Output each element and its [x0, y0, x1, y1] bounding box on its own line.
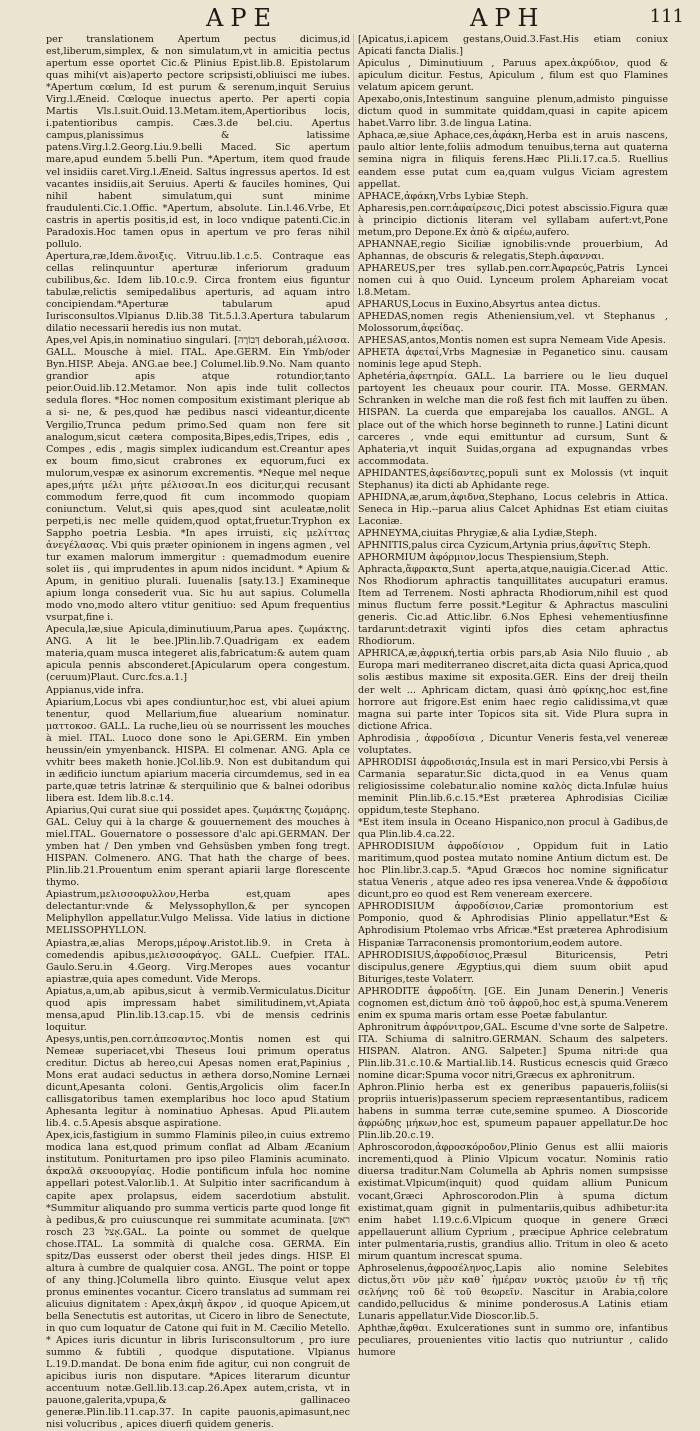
entry: Apiastra,æ,alias Merops,μέροψ.Aristot.lib.9. in Creta à comedendis apibus,μελισσοφάγος. GALL. Cuefpier. ITAL. Gaulo.Seru.in 4.Georg. Virg.Meropes aues vocantur apiastræ,quia apes comedunt. Vide Merops. [46, 937, 350, 985]
entry: APHNEYMA,ciuitas Phrygiæ,& alia Lydiæ,Steph. [358, 527, 598, 539]
entry: per translationem Apertum pectus dicimus,id est,liberum,simplex, & non simulatum,vt in amicitia pectus apertum esse oportet Cic.& Plinius Epist.lib.8. Epistolarum quas mihi(vt ais)aperto pectore scripsisti,obliuisci me iubes. *Apertum cœlum, Id est purum & serenum,inquit Seruius Virg.l.Æneid. Cœloque inuectus aperto. Per aperti copia Martis Vls.l.suit.Ouid.13.Metam.item,Apertioribus locis, i.patentioribus campis. Cæs.3.de bel.ciu. Apertus campus,planissimus & latissime patens.Virg.l.2.Georg.Liu.9.belli Maced. Sic apertum mare,apud eundem 5.belli Pun. *Apertum, item quod fraude vel insidiis caret.Virg.l.Æneid. Saltus ingressus apertos. Id est vacantes insidiis,ait Seruius. Aperti & fauciles homines, Qui nihil habent simulatum,qui sunt minime fraudulenti.Cic.1.Offic. *Apertum, absolute. Lin.l.46.Vrbe, Et castris in apertis positis,id est, in loco vndique patenti.Cic.in Paradoxis.Hoc tamen opus in apertum ve pro feras nihil pollulo. [46, 34, 350, 250]
entry: Aphronitrum ἀφρόνιτρον,GAL. Escume d'vne sorte de Salpetre. ITA. Schiuma di salnitro.GERMAN. Schaum des salpeters. HISPAN. Alatron. ANG. Salpeter.] Spuma nitri:de qua Plin.lib.31.c.10.& Martial.lib.14. Rusticus ecnescis quid Græco nomine dicar:Spuma vocor nitri,Græcus ex aphronitrum. [358, 1021, 668, 1082]
entry: APHIDANTES,ἀφείδαντες,populi sunt ex Molossis (vt inquit Stephanus) ita dicti ab Aphidante rege. [358, 467, 668, 491]
entry: Apiculus , Diminutiuum , Paruus apex.ἀκρύδιον, quod & apiculum dicitur. Festus, Apiculum , filum est quo Flamines velatum apicem gerunt. [358, 58, 668, 94]
entry: APHAREUS,per tres syllab.pen.corr.Ἀφαρεύς,Patris Lyncei nomen cui à quo Ouid. Lynceum prolem Aphareiam vocat l.8.Metam. [358, 262, 668, 298]
entry: APHACE,ἀφάκη,Vrbs Lybiæ Steph. [358, 190, 529, 202]
entry: Apes,vel Apis,in nominatiuo singulari. [דְּבוֹרָה deborah,μέλισσα. GALL. Mousche à miel. ITAL. Ape.GERM. Ein Ymb/oder Byn.HISP. Abeja. ANG.ae bee.] Columel.lib.9.No. Nam quanto grandior apis atque rotundior,tanto peior.Ouid.lib.12.Metamor. Non apis inde tulit collectos sedula flores. *Hoc nomen compositum existimant plerique ab a si- ne, & pes,quod hæ pedibus nasci videantur,dicente Vergilio,Trunca pedum primo.Sed quam non fere sit analogum,sicut cætera composita,Bipes,edis,Tripes, edis , Compes , edis , magis simplex iudicandum est.Creantur apes ex boum fimo,sicut crabrones ex equorum,fuci ex mulorum,vespæ ex asinorum excrementis. *Neque mel neque apes,μήτε μέλι μήτε μέλισσαι.In eos dicitur,qui recusant commodum ferre,quod fit cum incommodo quopiam coniunctum. Velut,si quis apes,quod sint aculeatæ,nolit perpeti,is nec melle quidem,quod optat,fruetur.Tryphon ex Sappho poetria Lesbia. *In apes irruisti, εἰς μελίττας ἀνεγέλασας. Vbi quis præter opinionem in ingens agmen , vel tur examen malorum immergitur : quemadmodum euenire solet iis , qui imprudentes in apum nidos incidunt. * Apium & Apum, in genitiuo plurali. Iuuenalis [saty.13.] Examineque apium longa consederit vua. Sic hu aut sapius. Columella modo vno,modo altero vtitur genitiuo: sed Apum frequentius vsurpat,fine i. [46, 335, 350, 624]
entry: *Est item insula in Oceano Hispanico,non procul à Gadibus,de qua Plin.lib.4.ca.22. [358, 817, 668, 841]
entry: Aphracta,ἄφρακτα,Sunt aperta,atque,nauigia.Cicer.ad Attic. Nos Rhodiorum aphractis tanquillitates aucupaturi eramus. Item ad Terrenem. Nosti aphracta Rhodiorum,nihil est quod minus fluctum ferre possit.*Legitur & Aphractus masculini generis. Cic.ad Attic.libr. 6.Nos Ephesi vehementiusfinne tardarunt:detraxit viginti ipfos dies cetam aphractus Rhodiorum. [358, 564, 668, 648]
column-divider [353, 34, 354, 1152]
running-header [0, 4, 700, 38]
left-column [46, 34, 350, 1431]
entry: APHRODISIUM ἀφροδίσιον,Cariæ promontorium est Pomponio, quod & Aphrodisias Plinio appellatur.*Est & Aphrodisium Ptolemao vrbs Africæ.*Est præterea Aphrodisium Hispaniæ Tarraconensis promontorium,eodem autore. [358, 901, 668, 949]
page-number: 111 [649, 6, 684, 27]
entry: Apesys,untis,pen.corr.ἀπεσαντος.Montis nomen est qui Nemeæ superiacet,vbi Theseus Ioui primum operatus creditur. Dictus ab hereo,cui Apesas nomen erat,Papinius , Mons erat audaci seductus in æthera dorso,Nomine Lernæi dicunt,Apesanta coloni. Gentis,Argolicis olim facer.In callisgatoribus tamen exemplaribus hoc loco apud Statium Aphesanta legitur à nominatiuo Aphesas. Apud Pli.autem lib.4. c.5.Apesis absque aspiratione. [46, 1033, 350, 1130]
entry: APHESAS,antos,Montis nomen est supra Nemeam Vide Apesis. [358, 335, 666, 347]
entry: Appianus,vide infra. [46, 684, 144, 696]
entry: Aphthæ,ἄφθαι. Exulcerationes sunt in summo ore, infantibus peculiares, prouenientes vitio lactis quo nutriuntur , calido humore [358, 1323, 668, 1359]
entry: Apiarium,Locus vbi apes condiuntur,hoc est, vbi aluei apium tenentur, quod Mellarium,fiue aluearium nominatur. ματτοκοσ. GALL. La ruche,lieu où se nourrissent les mouches à miel. ITAL. Luoco done sono le Api.GERM. Ein ymben heussin/ein ymyenbanck. HISPA. El colmenar. ANG. Apla ce vvhitr bees maketh honie.]Col.lib.9. Non est dubitandum qui in ædificio iunctum apiarium maceria circumdemus, sed in ea parte,quæ tetris latrinæ & sterquilinio que & balnei odoribus libera est. Idem lib.8.c.14. [46, 696, 350, 804]
entry: APHARUS,Locus in Euxino,Absyrtus antea dictus. [358, 299, 601, 311]
left-running-head: APE [206, 4, 278, 32]
entry: APHNITIS,palus circa Cyzicum,Artynia prius,ἀφνῖτις Steph. [358, 539, 651, 551]
entry: APHRICA,æ,ἀφρική,tertia orbis pars,ab Asia Nilo fluuio , ab Europa mari mediterraneo discret,aita dicta quasi Aprica,quod solis æstibus maxime sit exposita.GER. Eins der dreij theiln der welt ... Aphricam dictam, quasi ἀπὸ φρίκης,hoc est,fine horrore aut frigore.Est enim haec regio calidissima,vt quæ magna sui parte inter Topicos sita sit. Vide Plura supra in dictione Africa. [358, 648, 668, 732]
entry: Apiatus,a,um,ab apibus,sicut à vermib.Vermiculatus.Dicitur quod apis impressam habet similitudinem,vt,Apiata mensa,apud Plin.lib.13.cap.15. vbi de mensis cedrinis loquitur. [46, 985, 350, 1033]
entry: APHEDAS,nomen regis Atheniensium,vel. vt Stephanus , Molossorum,ἀφείδας. [358, 311, 668, 335]
entry: Apharesis,pen.corr.ἀφαίρεσις,Dici potest abscissio.Figura quæ à principio dictionis literam vel syllabam aufert:vt,Pone metum,pro Depone.Ex ἀπὸ & αἱρέω,aufero. [358, 202, 668, 238]
entry: APHETA ἀφεταί,Vrbs Magnesiæ in Peganetico sinu. causam nominis lege apud Steph. [358, 347, 668, 371]
entry: Apertura,ræ,Idem.ἄνοιξις. Vitruu.lib.1.c.5. Contraque eas cellas relinquuntur aperturæ inferiorum graduum cubilibus,&c. Idem lib.10.c.9. Circa frontem eius figuntur tabulæ,relictis semipedalibus aperturis, ad aquam intro concipiendam.*Aperturæ tabularum apud Iurisconsultos.Vlpianus D.lib.38 Tit.5.l.3.Apertura tabularum dilatio necessarii heredis ius non mutat. [46, 250, 350, 335]
entry: APHORMIUM ἀφόρμιον,locus Thespiensium,Steph. [358, 552, 610, 564]
entry: APHRODISIUM ἀφροδίσιον , Oppidum fuit in Latio maritimum,quod postea mutato nomine Antium dictum est. De hoc Plin.libr.3.cap.5. *Apud Græcos hoc nomine significatur statua Veneris , atque adeo res ipsa venerea.Vnde & ἀφροδίσια dicunt,pro eo quod est Rem veneream exercere. [358, 841, 668, 901]
entry: Apexabo,onis,Intestinum sanguine plenum,admisto pinguisse dictum quod in summitate quiddam,quasi in capite apicem habet.Varro libr. 3.de lingua Latina. [358, 94, 668, 130]
entry: APHANNAE,regio Siciliæ ignobilis:vnde prouerbium, Ad Aphannas, de obscuris & relegatis,Steph.ἀφανναι. [358, 238, 668, 262]
entry: APHRODITE ἀφροδίτη. [GE. Ein Junam Denerin.] Veneris cognomen est,dictum ἀπὸ τοῦ ἀφροῦ,hoc est,à spuma.Venerem enim ex spuma maris ortam esse Poetæ fabulantur. [358, 985, 668, 1021]
right-column [358, 34, 668, 1359]
entry: APHRODISIUS,ἀφροδίσιος,Præsul Bituricensis, Petri discipulus,genere Ægyptius,qui diem suum obiit apud Bituriges,teste Volaterr. [358, 949, 668, 985]
entry: [Apicatus,i.apicem gestans,Ouid.3.Fast.His etiam coniux Apicati fancta Dialis.] [358, 34, 668, 58]
entry: Aphrodisia , ἀφροδίσια , Dicuntur Veneris festa,vel venereæ voluptates. [358, 732, 668, 756]
entry: Apex,icis,fastigium in summo Flaminis pileo,in cuius extremo modica lana est,quod primum conflat ad Albam Æcanium institutum. Poniturtamen pro ipso pileo Flaminis acuminato. ἀκραλᾶ σκευουργίας. Hodie pontificum infula hoc nomine appellari potest.Valor.lib.1. At Sulpitio inter sacrificandum à capite apex prolapsus, eidem sacerdotium abstulit. *Summitur aliquando pro summa verticis parte quod longe fit à pedibus,& pro cuiuscunque rei summitate acuminata. [ראש rosch 23 אָצל.GAL. La pointe ou sommet de quelque chose.ITAL. La sommità di qualche cosa. GERMA. Ein spitz/Das eusserst oder oberst theil jedes dings. HISP. El altura à cumbre de qualquier cosa. ANGL. The point or toppe of any thing.]Columella libro quinto. Eiusque velut apex pronus eminentes vocantur. Cicero translatus ad summam rei alicuius dignitatem : Apex,ἀκμὴ ἄκρον , id quoque Apicem,ut bella Senectutis est autoritas, ut Cicero in libro de Senectute, in quo cum loquatur de Catone qui fuit in M. Cæcilio Metello. * Apices iuris dicuntur in libris Iurisconsultorum , pro iure summo & fubtili , quodque disputatione. Vlpianus L.19.D.mandat. De bona enim fide agitur, cui non congruit de apicibus iuris non disputare. *Apices literarum dicuntur accentuum notæ.Gell.lib.13.cap.26.Apex autem,crista, vt in pauone,galerita,vpupa,& gallinaceo generæ.Plin.lib.11.cap.37. In capite pauonis,apimasunt,nec nisi volucribus , apices diuerfi quidem generis. [46, 1130, 350, 1431]
entry: APHIDNA,æ,arum,ἀφιδνα,Stephano, Locus celebris in Attica. Seneca in Hip.--parua alius Calcet Aphidnas Est etiam ciuitas Laconiæ. [358, 491, 668, 527]
entry: Apiarius,Qui curat siue qui possidet apes. ζωμάκτης ζωμάρης. GAL. Celuy qui à la charge & gouuernement des mouches à miel.ITAL. Gouernatore o possessore d'alc api.GERMAN. Der ymben hat / Den ymben vnd Gehsüsben ymben fong tregt. HISPAN. Colmenero. ANG. That hath the charge of bees. Plin.lib.21.Prouentum enim sperant apiarii large florescente thymo. [46, 805, 350, 889]
entry: Aphroselenus,ἀφροσέληνος,Lapis alio nomine Selebites dictus,ὅτι νῦν μὲν καθ᾽ ἡμέραν νυκτὸς μειοῦν ἐν τῇ τῆς σελήνης τοῦ δὲ τοῦ θεωρεῖν. Nascitur in Arabia,colore candido,pellucidus & minime ponderosus.A Latinis etiam Lunaris appellatur.Vide Dioscor.lib.5. [358, 1262, 668, 1322]
entry: Apecula,læ,siue Apicula,diminutiuum,Parua apes. ζωμάκτης. ANG. A lit le bee.]Plin.lib.7.Quadrigam ex eadem materia,quam musca integeret alis,fabricatum:& autem quam apicula pennis absconderet.[Apicularum opera congestum.(ceruum)Plaut. Curc.fcs.a.1.] [46, 624, 350, 684]
entry: Aphroscorodon,ἀφροσκόροδον,Plinio Genus est allii maioris incrementi,quod à Plinio Vlpicum vocatur. Nominis ratio diuersa traditur.Nam Columella ab Aphris nomen sumpsisse existimat.Vlpicum(inquit) quod quidam allium Punicum vocant,Græci Aphroscorodon.Plin à spuma dictum existimat,quam gignit in pulmentariis,quibus adhibetur:ita enim habet l.19.c.6.Vlpicum quoque in genere Græci appellauerunt allium Cyprium , præcipue Aphrice celebratum inter pulmentaria,rustis, grandius allio. Tritum in oleo & aceto mirum quantum increscat spuma. [358, 1142, 668, 1262]
entry: Aphetéria,ἀφετηρία. GALL. La barriere ou le lieu duquel partoyent les cheuaux pour courir. ITA. Mosse. GERMAN. Schranken in welche man die roß fest fich mit lauffen zu üben. HISPAN. La cuerda que emparejaba los cauallos. ANGL. A place out of the which horse beginneth to runne.] Latini dicunt carceres , vnde equi emittuntur ad cursum, Sunt & Aphateria,vt inquit Suidas,organa ad expugnandas vrbes accommodata. [358, 371, 668, 467]
entry: APHRODISI ἀφροδισιάς,Insula est in mari Persico,vbi Persis à Carmania separatur.Sic dicta,quod in ea Venus quam religiosissime colebatur.alio nomine καλὸς dicta.Infulæ huius meminit Plin.lib.6.c.15.*Est præterea Aphrodisias Ciciliæ oppidum,teste Stephano. [358, 756, 668, 816]
right-running-head: APH [470, 4, 546, 32]
entry: Aphaca,æ,siue Aphace,ces,ἀφάκη,Herba est in aruis nascens, paulo altior lente,foliis admodum tenuibus,terna aut quaterna semina nigra in filiquis ferens.Hæc Pli.li.17.ca.5. Ruellius eandem esse putat cum ea,quam vulgus Viciam agrestem appellat. [358, 130, 668, 190]
entry: Apiastrum,μελισσοφυλλον,Herba est,quam apes delectantur:vnde & Melyssophyllon,& per syncopen Meliphyllon appellatur.Vulgo Melissa. Vide latius in dictione MELISSOPHYLLON. [46, 889, 350, 937]
entry: Aphron.Plinio herba est ex generibus papaueris,foliis(si propriis intueris)passerum speciem repræsentantibus, radicem habens in summa terræ cute,semine spumeo. A Dioscoride ἀφρώδης μήκων,hoc est, spumeum papauer appellatur.De hoc Plin.lib.20.c.19. [358, 1082, 668, 1142]
